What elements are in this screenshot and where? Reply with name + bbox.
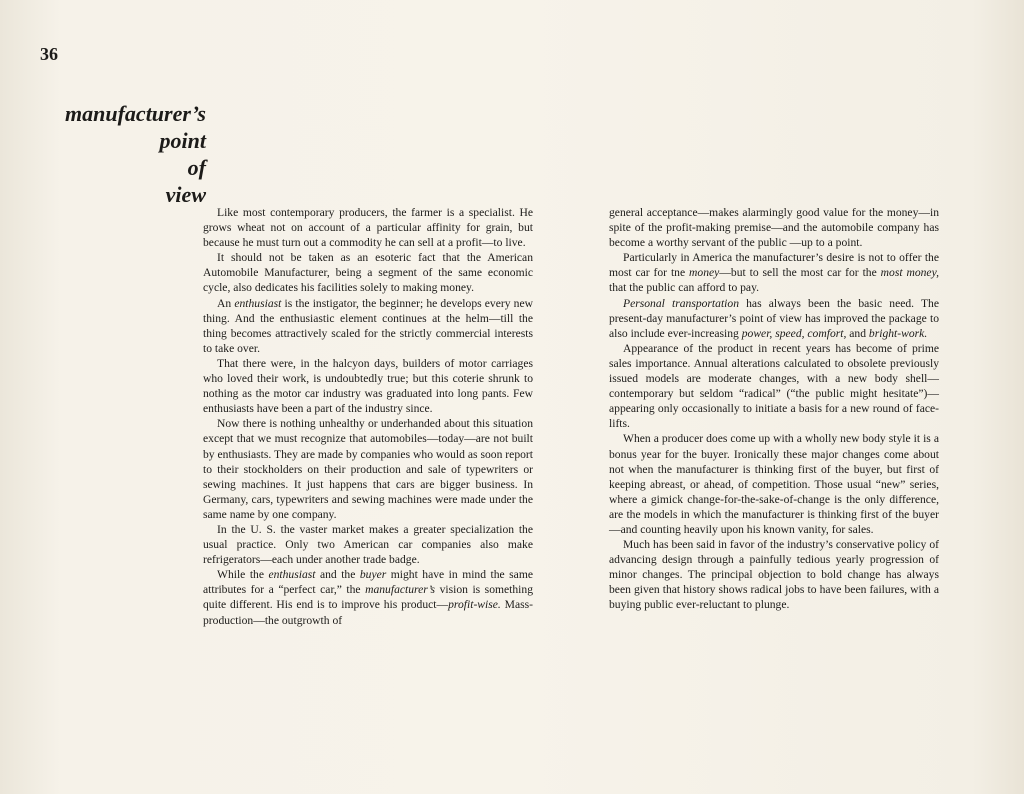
text-run: Like most contemporary producers, the farmer is a specialist. He grows wheat not on account of a particular affinity for grain, but because he must turn out a commodity he can sell at a profit—to live. (203, 206, 533, 250)
heading-line: point (159, 128, 206, 153)
text-run: general acceptance—makes alarmingly good value for the money—in spite of the profit-making premise—and the automobile company has become a worthy servant of the public —up to a point. (609, 206, 939, 250)
italic-run: money (689, 266, 720, 280)
paragraph (203, 416, 533, 522)
text-run: Appearance of the product in recent years has become of prime sales importance. Annual alterations calculated to obsolete previously issued models are moderate changes, with a new body shell—contemporary but seldom “radical” (“the public might hesitate”)—appearing only occasionally to initiate a basis for a new round of face-lifts. (609, 341, 939, 431)
text-run: that the public can afford to pay. (609, 281, 760, 295)
paragraph (203, 567, 533, 627)
italic-run: bright-work. (868, 326, 928, 340)
italic-run: power, speed, comfort, (741, 326, 847, 340)
section-heading (40, 100, 206, 208)
text-run: Much has been said in favor of the industry’s conservative policy of advancing design through a painfully tedious yearly progression of minor changes. The principal objection to bold change has always been given that history shows radical jobs to have been failures, with a buying public ever-reluctant to plunge. (609, 538, 939, 612)
text-run: vision is something quite different. His end is to improve his product— (203, 583, 533, 612)
paragraph (609, 431, 939, 537)
paragraph (203, 296, 533, 356)
italic-run: most money, (880, 266, 939, 280)
heading-line: of (187, 155, 206, 180)
paragraph (609, 341, 939, 432)
paragraph (609, 537, 939, 612)
text-run: and the (315, 568, 360, 582)
paragraph (609, 296, 939, 341)
paragraph (609, 205, 939, 250)
text-run: has always been the basic need. The present-day manufacturer’s point of view has improved the package to also include ever-increasing (609, 296, 939, 340)
text-run: That there were, in the halcyon days, builders of motor carriages who loved their work, is undoubtedly true; but this coterie shrunk to nothing as the motor car industry was graduated into long pants. Few enthusiasts have been a part of the industry since. (203, 356, 533, 416)
text-run: is the instigator, the beginner; he develops every new thing. And the enthusiastic element continues at the helm—till the thing becomes attractively scaled for the strictly commercial interests to take over. (203, 296, 533, 355)
text-run: An (217, 296, 235, 310)
italic-run: manufacturer’s (365, 583, 436, 597)
right-text-column (609, 205, 939, 613)
text-run: In the U. S. the vaster market makes a greater specialization the usual practice. Only two American car companies also make refrigerators—each under another trade badge. (203, 522, 533, 567)
paragraph (203, 250, 533, 295)
heading-line: view (165, 182, 206, 207)
text-run: might have in mind the same attributes for a “perfect car,” the (203, 568, 533, 597)
italic-run: buyer (359, 568, 387, 582)
text-run: Now there is nothing unhealthy or underhanded about this situation except that we must recognize that automobiles—today—are not built by enthusiasts. They are made by companies who would as soon report to their stockholders on their production and sale of typewriters or sewing machines. It just happens that cars are bigger business. In Germany, cars, typewriters and sewing machines were made under the same name by one company. (203, 417, 533, 521)
text-run: Particularly in America the manufacturer’s desire is not to offer the most car for tne (609, 251, 939, 280)
text-run: It should not be taken as an esoteric fact that the American Automobile Manufacturer, being a segment of the same economic cycle, also dedicates his facilities solely to making money. (203, 251, 533, 295)
italic-run: profit-wise. (448, 598, 501, 612)
paragraph (609, 250, 939, 295)
paragraph (203, 356, 533, 416)
text-run: While the (217, 568, 269, 582)
left-text-column (203, 205, 533, 628)
text-run: and (846, 326, 869, 340)
heading-line: manufacturer’s (65, 101, 206, 126)
text-run: Mass-production—the outgrowth of (203, 598, 533, 627)
italic-run: enthusiast (268, 568, 316, 582)
text-run: —but to sell the most car for the (719, 266, 881, 280)
italic-run: Personal transportation (623, 296, 739, 310)
paragraph (203, 522, 533, 567)
italic-run: enthusiast (234, 296, 282, 310)
paragraph (203, 205, 533, 250)
text-run: When a producer does come up with a wholly new body style it is a bonus year for the buyer. Ironically these major changes come about not when the manufacturer is thinking first of the buyer, but first of keeping abreast, or ahead, of competition. Those usual “new” series, where a gimick change-for-the-sake-of-change is the only difference, are the models in which the manufacturer is thinking first of the buyer—and counting heavily upon his known vanity, for sales. (609, 432, 939, 536)
page-number: 36 (40, 44, 58, 64)
